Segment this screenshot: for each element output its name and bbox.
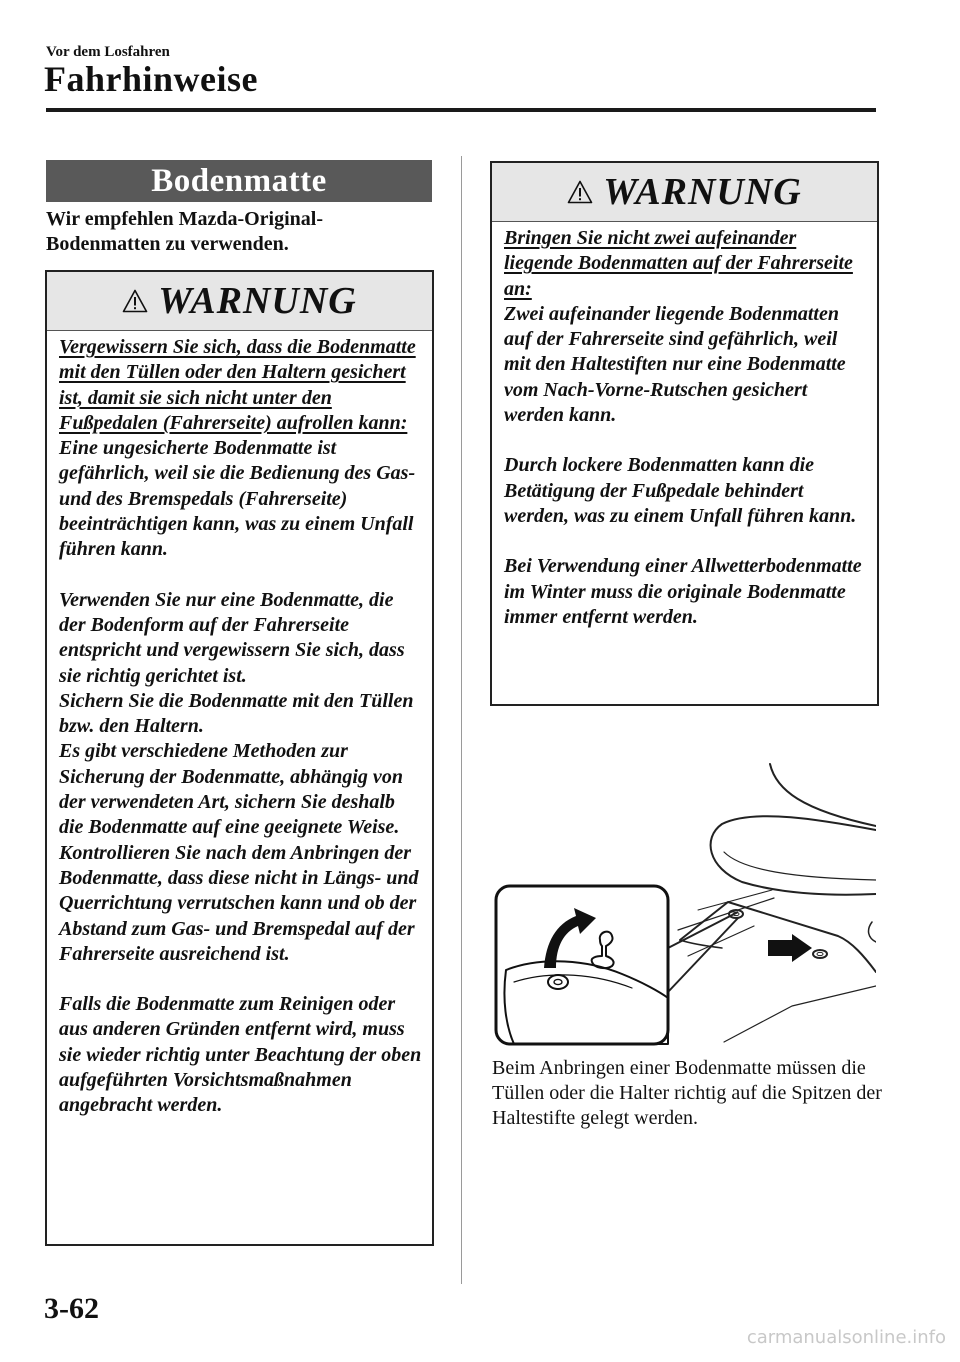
warning-box-right xyxy=(490,161,879,706)
page-title: Fahrhinweise xyxy=(44,59,259,99)
header-rule xyxy=(46,108,876,112)
warning-paragraph: Es gibt verschiedene Methoden zur Sicherung der Bodenmatte, abhängig von der verwendeten Art, sichern Sie deshalb die Bodenmatte auf eine geeignete Weise. xyxy=(59,740,403,839)
warning-paragraph: Falls die Bodenmatte zum Reinigen oder aus anderen Gründen entfernt wird, muss sie wieder richtig unter Beachtung der oben aufgeführten Vorsichtsmaßnahmen angebracht werden. xyxy=(59,993,422,1117)
warning-triangle-icon xyxy=(122,289,148,313)
warning-paragraph: Eine ungesicherte Bodenmatte ist gefährlich, weil sie die Bedienung des Gas- und des Bremspedals (Fahrerseite) beeinträchtigen kann, was zu einem Unfall führen kann. xyxy=(59,437,416,561)
warning-paragraph: Durch lockere Bodenmatten kann die Betätigung der Fußpedale behindert werden, was zu einem Unfall führen kann. xyxy=(504,454,857,527)
warning-paragraph: Kontrollieren Sie nach dem Anbringen der Bodenmatte, dass diese nicht in Längs- und Querrichtung verrutschen kann und ob der Abstand zum Gas- und Bremspedal auf der Fahrerseite ausreichend ist. xyxy=(59,841,419,965)
warning-triangle-icon xyxy=(567,180,593,204)
figure-caption: Beim Anbringen einer Bodenmatte müssen die Tüllen oder die Halter richtig auf die Spitzen der Haltestifte gelegt werden. xyxy=(492,1057,882,1129)
page-number: 3-62 xyxy=(44,1292,99,1325)
section-title: Bodenmatte xyxy=(151,162,327,199)
warning-body xyxy=(492,222,877,630)
warning-box-left xyxy=(45,270,434,1246)
chapter-subtitle: Vor dem Losfahren xyxy=(46,44,170,60)
section-intro: Wir empfehlen Mazda-Original-Bodenmatten zu verwenden. xyxy=(46,208,324,255)
floor-mat-illustration xyxy=(492,760,876,1050)
front-arrow-icon xyxy=(768,934,812,962)
warning-title: WARNUNG xyxy=(158,280,357,322)
column-divider xyxy=(461,156,462,1284)
warning-body xyxy=(47,331,432,1119)
warning-paragraph: Verwenden Sie nur eine Bodenmatte, die der Bodenform auf der Fahrerseite entspricht und vergewissern Sie sich, dass sie richtig gerichtet ist. xyxy=(59,588,405,687)
mat-grommet xyxy=(813,950,827,958)
warning-header xyxy=(47,272,432,331)
floor-mat xyxy=(680,902,876,972)
warning-paragraph: Bei Verwendung einer Allwetterbodenmatte im Winter muss die originale Bodenmatte immer entfernt werden. xyxy=(504,555,862,628)
warning-heading: Vergewissern Sie sich, dass die Bodenmatte mit den Tüllen oder den Haltern gesichert ist, damit sie sich nicht unter den Fußpedalen (Fahrerseite) aufrollen kann: xyxy=(59,336,416,434)
warning-header xyxy=(492,163,877,222)
warning-heading: Bringen Sie nicht zwei aufeinander liegende Bodenmatten auf der Fahrerseite an: xyxy=(504,227,853,300)
section-title-bar xyxy=(46,160,432,202)
warning-title: WARNUNG xyxy=(603,171,802,213)
seat-outline xyxy=(711,816,876,894)
warning-paragraph: Sichern Sie die Bodenmatte mit den Tüllen bzw. den Haltern. xyxy=(59,689,414,738)
watermark: carmanualsonline.info xyxy=(746,1327,946,1348)
warning-paragraph: Zwei aufeinander liegende Bodenmatten auf der Fahrerseite sind gefährlich, weil mit den Haltestiften nur eine Bodenmatte vom Nach-Vorne-Rutschen gesichert werden kann. xyxy=(504,302,846,427)
